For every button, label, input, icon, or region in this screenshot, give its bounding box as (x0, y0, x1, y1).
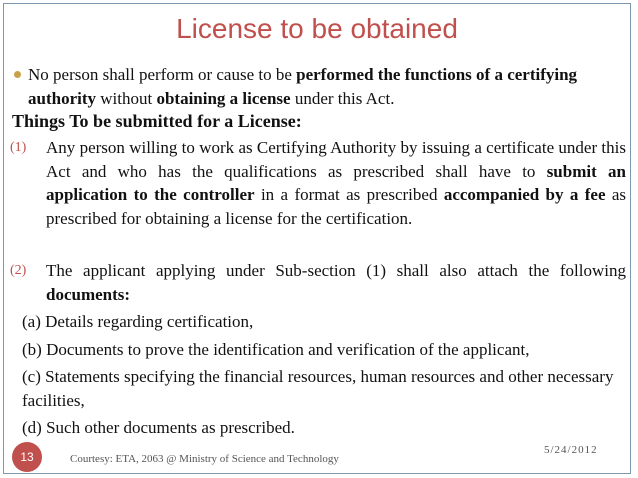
bullet-text (14, 63, 614, 110)
bullet-dot-icon (14, 71, 21, 78)
bold-run: obtaining a license (156, 88, 291, 108)
item-number: (1) (10, 140, 27, 155)
text-run: The applicant applying under Sub-section (1) shall also attach the following (46, 261, 626, 280)
text-run: under this Act. (290, 88, 395, 108)
subitem-b: (b) Documents to prove the identification and verification of the applicant, (22, 340, 530, 359)
slide-date: 5/24/2012 (544, 444, 598, 456)
numbered-item-2 (10, 259, 630, 306)
item-number: (2) (10, 263, 27, 278)
item-text (10, 136, 630, 230)
text-run: No person shall perform or cause to be (28, 65, 297, 84)
subitem-d: (d) Such other documents as prescribed. (22, 418, 295, 437)
text-run: Any person willing to work as Certifying Authority by issuing a certificate under this Act and who has the qualifications as prescribed shall have to (46, 138, 626, 181)
bold-run: performed the functions of a certifying authority (28, 65, 578, 108)
text-run: without (96, 88, 157, 108)
bold-run: submit an application to the controller (46, 161, 626, 204)
slide-title: License to be obtained (176, 13, 458, 44)
slide-number-badge: 13 (12, 442, 42, 472)
footer-text: Courtesy: ETA, 2063 @ Ministry of Science and Technology (70, 453, 339, 465)
slide (3, 3, 631, 474)
subitem-a: (a) Details regarding certification, (22, 312, 254, 331)
numbered-item-1 (10, 136, 630, 230)
item-text (10, 259, 630, 306)
text-run: in a format as prescribed (254, 185, 444, 204)
bullet-paragraph (14, 63, 614, 110)
section-heading: Things To be submitted for a License: (12, 111, 302, 131)
text-run: as prescribed for obtaining a license for the certification. (46, 185, 627, 228)
bold-run: documents: (46, 284, 131, 304)
bold-run: accompanied by a fee (443, 185, 606, 204)
subitem-c: (c) Statements specifying the financial resources, human resources and other necessary facilities, (22, 367, 614, 410)
